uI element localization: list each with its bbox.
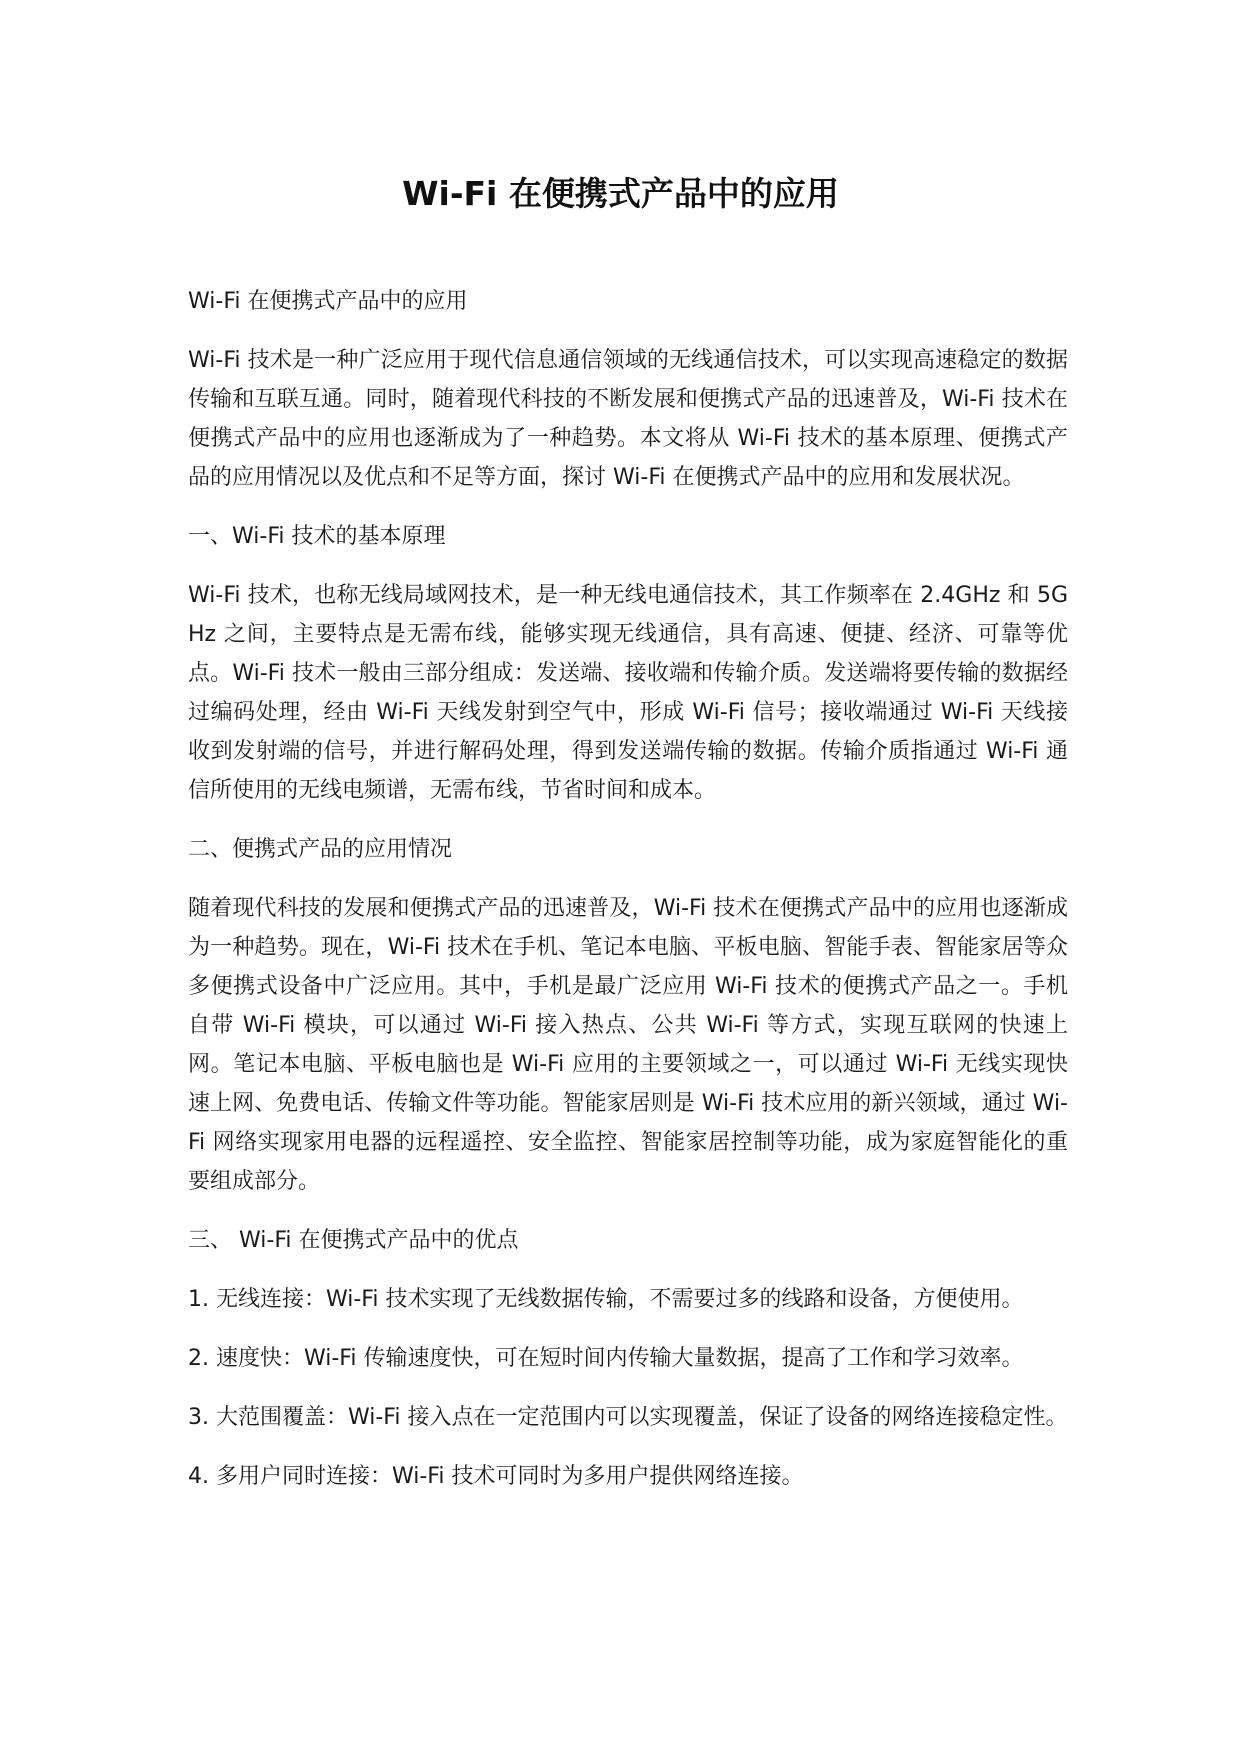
list-item: 4. 多用户同时连接：Wi-Fi 技术可同时为多用户提供网络连接。 [188,1464,804,1489]
document-subtitle: Wi-Fi 在便携式产品中的应用 [188,289,468,314]
section-paragraph-applications: 随着现代科技的发展和便携式产品的迅速普及，Wi-Fi 技术在便携式产品中的应用也逐渐成为一种趋势。现在，Wi-Fi 技术在手机、笔记本电脑、平板电脑、智能手表、智能家居等众多便携式设备中广泛应用。其中，手机是最广泛应用 Wi-Fi 技术的便携式产品之一。手机自带 Wi-Fi 模块，可以通过 Wi-Fi 接入热点、公共 Wi-Fi 等方式，实现互联网的快速上网。笔记本电脑、平板电脑也是 Wi-Fi 应用的主要领域之一，可以通过 Wi-Fi 无线实现快速上网、免费电话、传输文件等功能。智能家居则是 Wi-Fi 技术应用的新兴领域，通过 Wi-Fi 网络实现家用电器的远程遥控、安全监控、智能家居控制等功能，成为家庭智能化的重要组成部分。 [188,896,1068,1194]
list-item: 1. 无线连接：Wi-Fi 技术实现了无线数据传输，不需要过多的线路和设备，方便使用。 [188,1287,1024,1312]
section-heading-advantages: 三、 Wi-Fi 在便携式产品中的优点 [188,1228,519,1253]
list-item: 3. 大范围覆盖：Wi-Fi 接入点在一定范围内可以实现覆盖，保证了设备的网络连接稳定性。 [188,1405,1068,1430]
section-heading-applications: 二、便携式产品的应用情况 [188,837,453,862]
section-paragraph-principle: Wi-Fi 技术，也称无线局域网技术，是一种无线电通信技术，其工作频率在 2.4GHz 和 5GHz 之间，主要特点是无需布线，能够实现无线通信，具有高速、便捷、经济、可靠等优点。Wi-Fi 技术一般由三部分组成：发送端、接收端和传输介质。发送端将要传输的数据经过编码处理，经由 Wi-Fi 天线发射到空气中，形成 Wi-Fi 信号；接收端通过 Wi-Fi 天线接收到发射端的信号，并进行解码处理，得到发送端传输的数据。传输介质指通过 Wi-Fi 通信所使用的无线电频谱，无需布线，节省时间和成本。 [188,583,1068,803]
document-body [188,282,1068,1516]
list-item: 2. 速度快：Wi-Fi 传输速度快，可在短时间内传输大量数据，提高了工作和学习效率。 [188,1346,1024,1371]
intro-paragraph: Wi-Fi 技术是一种广泛应用于现代信息通信领域的无线通信技术，可以实现高速稳定的数据传输和互联互通。同时，随着现代科技的不断发展和便携式产品的迅速普及，Wi-Fi 技术在便携式产品中的应用也逐渐成为了一种趋势。本文将从 Wi-Fi 技术的基本原理、便携式产品的应用情况以及优点和不足等方面，探讨 Wi-Fi 在便携式产品中的应用和发展状况。 [188,348,1068,490]
document-title: Wi-Fi 在便携式产品中的应用 [402,174,839,213]
section-heading-principle: 一、Wi-Fi 技术的基本原理 [188,524,446,549]
